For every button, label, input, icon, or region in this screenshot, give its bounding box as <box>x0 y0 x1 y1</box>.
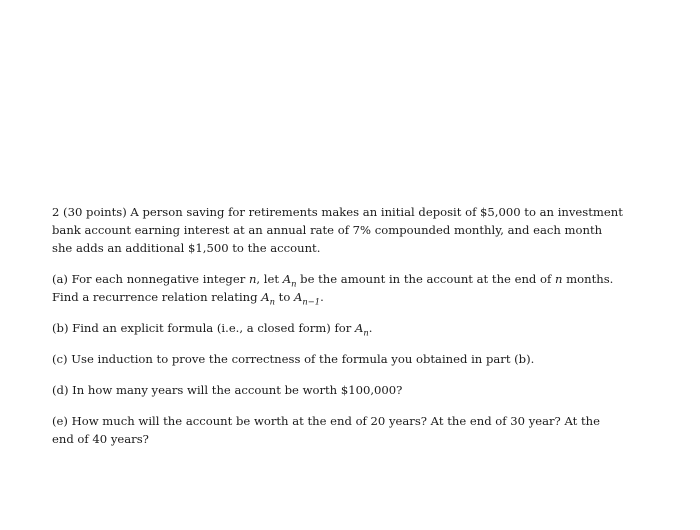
math-var: n <box>248 272 257 286</box>
part-d <box>52 381 632 399</box>
part-b-text: Find an explicit formula (i.e., a closed form) for <box>72 321 352 335</box>
part-d-text: In how many years will the account be worth $100,000? <box>72 383 403 397</box>
math-var: A <box>282 272 292 286</box>
intro-line-1: A person saving for retirements makes an initial deposit of $5,000 to an investment <box>130 205 623 219</box>
intro-line-2: bank account earning interest at an annual rate of 7% compounded monthly, and each month <box>52 223 603 237</box>
math-subscript: n <box>269 296 275 307</box>
part-a-text: months. <box>566 272 614 286</box>
part-e-label: (e) <box>52 414 68 428</box>
math-var: n <box>554 272 563 286</box>
math-subscript: n <box>363 327 369 338</box>
part-c <box>52 350 632 368</box>
part-a-text: For each nonnegative integer <box>71 272 246 286</box>
part-b <box>52 319 632 337</box>
math-var: A <box>261 290 270 304</box>
part-a-text: be the amount in the account at the end of <box>300 272 552 286</box>
part-e <box>52 412 632 448</box>
part-e-line-1: How much will the account be worth at the end of 20 years? At the end of 30 year? At the <box>71 414 600 428</box>
problem-2 <box>52 203 632 448</box>
math-subscript: n <box>291 278 297 289</box>
problem-intro <box>52 203 632 257</box>
math-subscript: n−1 <box>302 296 321 307</box>
part-b-text: . <box>368 321 373 335</box>
part-a-text: . <box>320 290 324 304</box>
math-var: A <box>354 321 364 335</box>
part-a-line-2 <box>52 288 632 307</box>
part-a-text: Find a recurrence relation relating <box>52 290 258 304</box>
part-d-label: (d) <box>52 383 69 397</box>
part-a-label: (a) <box>52 272 68 286</box>
part-a-text: to <box>278 290 291 304</box>
part-c-text: Use induction to prove the correctness of the formula you obtained in part (b). <box>71 352 535 366</box>
part-b-label: (b) <box>52 321 69 335</box>
part-c-label: (c) <box>52 352 68 366</box>
math-var: A <box>294 290 303 304</box>
part-a <box>52 270 632 306</box>
part-e-line-2: end of 40 years? <box>52 432 149 446</box>
problem-header: 2 (30 points) <box>52 205 127 219</box>
part-a-text: , let <box>256 272 280 286</box>
intro-line-3: she adds an additional $1,500 to the account. <box>52 241 321 255</box>
